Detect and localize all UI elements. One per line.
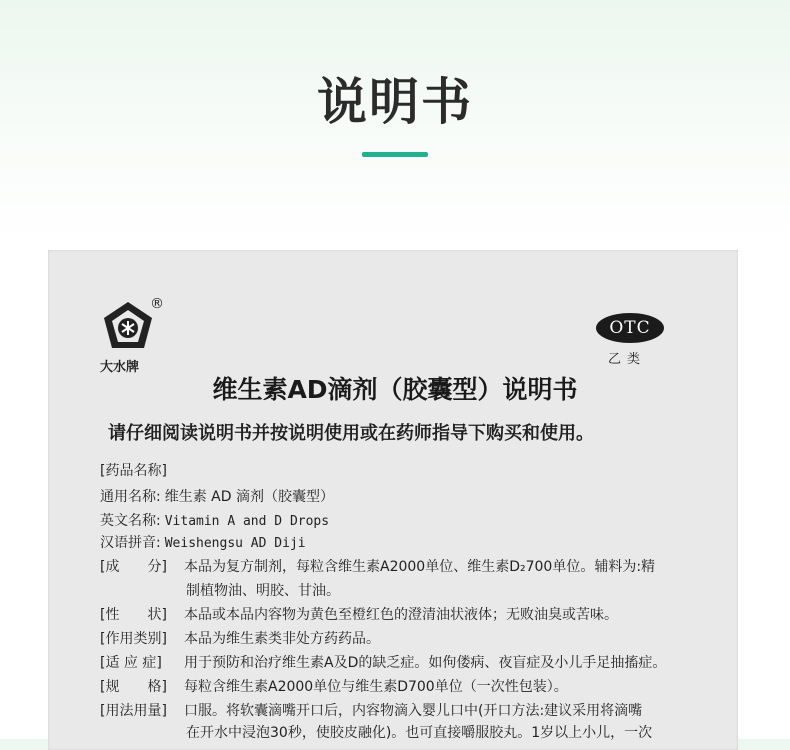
section-text-continued: 在开水中浸泡30秒，使胶皮融化)。也可直接嚼服胶丸。1岁以上小儿，一次 bbox=[186, 725, 653, 741]
english-name-value: Vitamin A and D Drops bbox=[164, 514, 330, 529]
section-properties bbox=[100, 604, 618, 624]
section-header-drug-name: [药品名称] bbox=[100, 463, 167, 479]
usage-warning: 请仔细阅读说明书并按说明使用或在药师指导下购买和使用。 bbox=[108, 423, 594, 444]
generic-name-value: 维生素 AD 滴剂（胶囊型） bbox=[164, 489, 334, 505]
otc-badge: OTC bbox=[596, 313, 664, 343]
otc-class: 乙类 bbox=[608, 352, 647, 367]
section-label: [成 分] bbox=[100, 559, 167, 575]
english-name-label: 英文名称: bbox=[100, 513, 161, 529]
pinyin-name-row bbox=[100, 532, 306, 552]
section-specification bbox=[100, 676, 568, 696]
title-underline bbox=[362, 152, 428, 157]
generic-name-label: 通用名称: bbox=[100, 489, 161, 505]
section-text: 本品为维生素类非处方药药品。 bbox=[184, 631, 380, 647]
section-indications bbox=[100, 652, 666, 672]
section-label: [适 应 症] bbox=[100, 655, 162, 671]
section-category bbox=[100, 628, 380, 648]
section-text: 本品或本品内容物为黄色至橙红色的澄清油状液体；无败油臭或苦味。 bbox=[184, 607, 618, 623]
section-text: 每粒含维生素A2000单位与维生素D700单位（一次性包装）。 bbox=[184, 679, 568, 695]
section-text: 用于预防和治疗维生素A及D的缺乏症。如佝偻病、夜盲症及小儿手足抽搐症。 bbox=[184, 655, 667, 671]
english-name-row bbox=[100, 510, 329, 530]
section-label: [作用类别] bbox=[100, 631, 167, 647]
page-title: 说明书 bbox=[317, 73, 473, 131]
brand-name: 大水牌 bbox=[100, 360, 140, 375]
section-dosage bbox=[100, 700, 642, 720]
section-text: 口服。将软囊滴嘴开口后，内容物滴入婴儿口中(开口方法:建议采用将滴嘴 bbox=[184, 703, 643, 719]
section-text-continued: 制植物油、明胶、甘油。 bbox=[186, 583, 340, 599]
generic-name-row bbox=[100, 486, 334, 506]
section-text: 本品为复方制剂，每粒含维生素A2000单位、维生素D₂700单位。辅料为:精 bbox=[184, 559, 656, 575]
registered-mark: ® bbox=[150, 296, 164, 312]
section-ingredients bbox=[100, 556, 655, 576]
section-label: [规 格] bbox=[100, 679, 167, 695]
pinyin-name-value: Weishengsu AD Diji bbox=[164, 536, 306, 551]
pinyin-name-label: 汉语拼音: bbox=[100, 535, 161, 551]
section-label: [用法用量] bbox=[100, 703, 167, 719]
section-label: [性 状] bbox=[100, 607, 167, 623]
document-title: 维生素AD滴剂（胶囊型）说明书 bbox=[212, 375, 578, 404]
brand-logo-icon bbox=[102, 300, 154, 352]
